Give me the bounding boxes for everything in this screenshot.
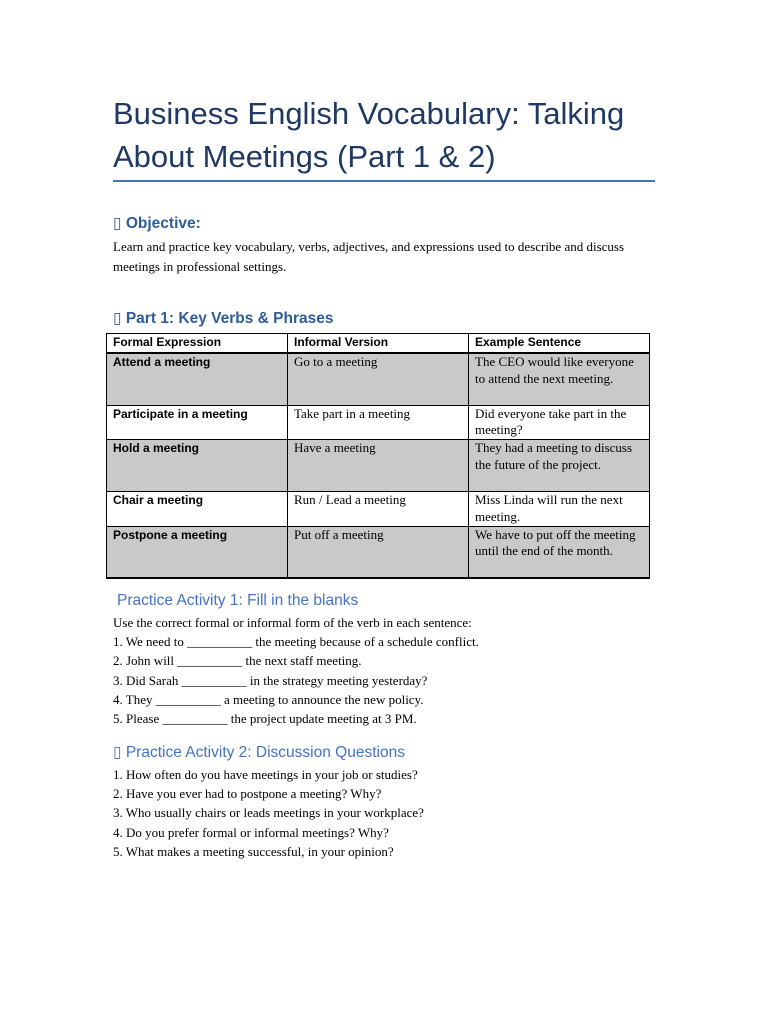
list-item: 1. We need to __________ the meeting because of a schedule conflict. bbox=[113, 634, 479, 650]
vocabulary-table bbox=[106, 333, 650, 579]
list-item: 2. John will __________ the next staff meeting. bbox=[113, 653, 362, 669]
objective-heading-text: Objective: bbox=[125, 215, 201, 232]
formal-expression-cell: Participate in a meeting bbox=[107, 405, 288, 440]
formal-expression-cell: Attend a meeting bbox=[107, 353, 288, 405]
formal-expression-cell: Postpone a meeting bbox=[107, 526, 288, 578]
formal-expression-cell: Chair a meeting bbox=[107, 492, 288, 527]
objective-placeholder-icon: ▯ bbox=[113, 215, 122, 232]
example-sentence-cell: The CEO would like everyone to attend the next meeting. bbox=[469, 353, 650, 405]
column-header: Formal Expression bbox=[107, 334, 288, 354]
document-title: Business English Vocabulary: Talking About Meetings (Part 1 & 2) bbox=[113, 96, 625, 174]
table-row bbox=[107, 353, 650, 405]
list-item: 4. They __________ a meeting to announce the new policy. bbox=[113, 691, 424, 707]
informal-version-cell: Put off a meeting bbox=[288, 526, 469, 578]
column-header: Example Sentence bbox=[469, 334, 650, 354]
example-sentence-cell: We have to put off the meeting until the end of the month. bbox=[469, 526, 650, 578]
list-item: 1. How often do you have meetings in your job or studies? bbox=[113, 767, 418, 782]
example-sentence-cell: Miss Linda will run the next meeting. bbox=[469, 492, 650, 527]
part1-heading bbox=[113, 309, 333, 328]
part1-placeholder-icon: ▯ bbox=[113, 310, 122, 327]
list-item: 4. Do you prefer formal or informal meetings? Why? bbox=[113, 824, 389, 840]
example-sentence-cell: They had a meeting to discuss the future of the project. bbox=[469, 440, 650, 492]
list-item: 5. What makes a meeting successful, in your opinion? bbox=[113, 843, 394, 859]
list-item: 2. Have you ever had to postpone a meeting? Why? bbox=[113, 786, 382, 802]
table-row bbox=[107, 440, 650, 492]
table-row bbox=[107, 526, 650, 578]
informal-version-cell: Have a meeting bbox=[288, 440, 469, 492]
informal-version-cell: Run / Lead a meeting bbox=[288, 492, 469, 527]
formal-expression-cell: Hold a meeting bbox=[107, 440, 288, 492]
list-item: 5. Please __________ the project update meeting at 3 PM. bbox=[113, 710, 417, 726]
table-row bbox=[107, 405, 650, 440]
activity1-heading: Practice Activity 1: Fill in the blanks bbox=[117, 592, 359, 609]
informal-version-cell: Go to a meeting bbox=[288, 353, 469, 405]
list-item: 3. Who usually chairs or leads meetings in your workplace? bbox=[113, 805, 424, 821]
part1-heading-text: Part 1: Key Verbs & Phrases bbox=[125, 310, 334, 327]
activity1-instruction: Use the correct formal or informal form of the verb in each sentence: bbox=[113, 615, 472, 630]
list-item: 3. Did Sarah __________ in the strategy meeting yesterday? bbox=[113, 672, 428, 688]
column-header: Informal Version bbox=[288, 334, 469, 354]
activity2-placeholder-icon: ▯ bbox=[113, 744, 122, 761]
informal-version-cell: Take part in a meeting bbox=[288, 405, 469, 440]
table-row bbox=[107, 492, 650, 527]
example-sentence-cell: Did everyone take part in the meeting? bbox=[469, 405, 650, 440]
title-underline bbox=[113, 180, 655, 182]
activity1-body bbox=[113, 613, 479, 728]
objective-text: Learn and practice key vocabulary, verbs, adjectives, and expressions used to describe and discuss meetings in professional settings. bbox=[113, 239, 625, 274]
activity2-heading-text: Practice Activity 2: Discussion Questions bbox=[125, 744, 405, 761]
table-header-row bbox=[107, 334, 650, 354]
activity2-body bbox=[113, 765, 424, 861]
objective-heading bbox=[113, 214, 201, 233]
activity2-heading bbox=[113, 743, 405, 762]
